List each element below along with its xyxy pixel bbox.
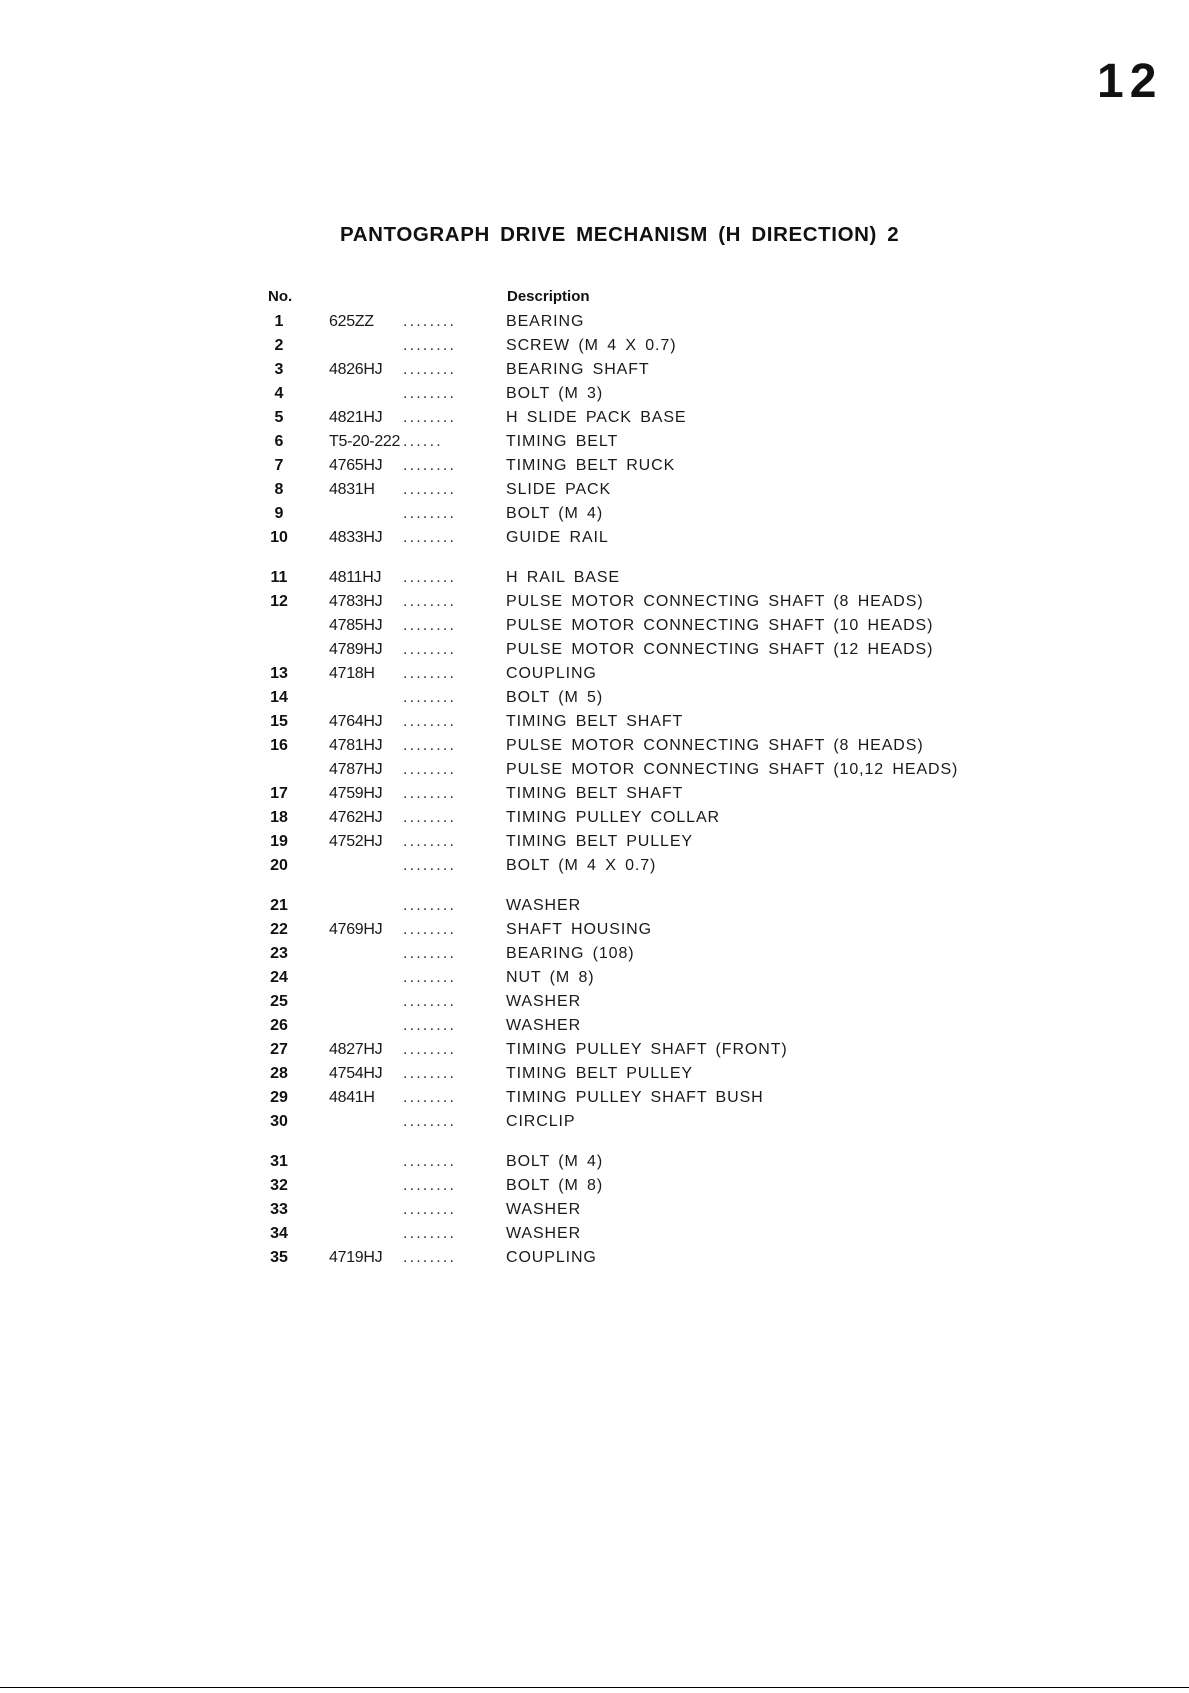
item-description: TIMING PULLEY COLLAR xyxy=(506,809,720,826)
part-number: 4765HJ xyxy=(329,457,383,474)
part-number: 4826HJ xyxy=(329,361,383,378)
leader-dots: ........ xyxy=(403,505,457,522)
leader-dots: ........ xyxy=(403,1041,457,1058)
item-number: 7 xyxy=(274,457,284,474)
part-number: 4781HJ xyxy=(329,737,383,754)
table-row xyxy=(0,895,1189,917)
item-description: WASHER xyxy=(506,1225,582,1242)
item-number: 14 xyxy=(270,689,288,706)
part-number: 4754HJ xyxy=(329,1065,383,1082)
item-description: BEARING SHAFT xyxy=(506,361,650,378)
table-row xyxy=(0,503,1189,525)
table-row xyxy=(0,1063,1189,1085)
part-number: 4762HJ xyxy=(329,809,383,826)
table-row xyxy=(0,807,1189,829)
leader-dots: ........ xyxy=(403,593,457,610)
leader-dots: ........ xyxy=(403,1153,457,1170)
part-number: 4789HJ xyxy=(329,641,383,658)
part-number: 4752HJ xyxy=(329,833,383,850)
item-description: BOLT (M 8) xyxy=(506,1177,604,1194)
item-description: BEARING (108) xyxy=(506,945,635,962)
leader-dots: ........ xyxy=(403,409,457,426)
part-number: 4759HJ xyxy=(329,785,383,802)
table-row xyxy=(0,1111,1189,1133)
item-description: TIMING BELT PULLEY xyxy=(506,1065,693,1082)
item-description: TIMING BELT RUCK xyxy=(506,457,676,474)
leader-dots: ........ xyxy=(403,337,457,354)
table-row xyxy=(0,943,1189,965)
leader-dots: ........ xyxy=(403,641,457,658)
item-number: 27 xyxy=(270,1041,288,1058)
table-row xyxy=(0,855,1189,877)
item-number: 18 xyxy=(270,809,288,826)
item-description: BOLT (M 5) xyxy=(506,689,604,706)
item-description: PULSE MOTOR CONNECTING SHAFT (8 HEADS) xyxy=(506,737,924,754)
item-description: TIMING BELT xyxy=(506,433,619,450)
table-row xyxy=(0,383,1189,405)
item-number: 24 xyxy=(270,969,288,986)
leader-dots: ........ xyxy=(403,1225,457,1242)
leader-dots: ........ xyxy=(403,1017,457,1034)
column-header-description: Description xyxy=(507,288,590,305)
item-number: 6 xyxy=(274,433,284,450)
part-number: 4841H xyxy=(329,1089,375,1106)
item-description: TIMING BELT SHAFT xyxy=(506,785,684,802)
leader-dots: ........ xyxy=(403,1089,457,1106)
item-number: 2 xyxy=(274,337,284,354)
table-row xyxy=(0,455,1189,477)
part-number: 4831H xyxy=(329,481,375,498)
item-number: 21 xyxy=(270,897,288,914)
table-row xyxy=(0,711,1189,733)
item-description: WASHER xyxy=(506,897,582,914)
table-row xyxy=(0,919,1189,941)
table-row xyxy=(0,615,1189,637)
column-header-no: No. xyxy=(268,288,293,305)
item-description: WASHER xyxy=(506,1017,582,1034)
item-description: BEARING xyxy=(506,313,585,330)
leader-dots: ........ xyxy=(403,969,457,986)
part-number: 4719HJ xyxy=(329,1249,383,1266)
part-number: 4833HJ xyxy=(329,529,383,546)
table-row xyxy=(0,1223,1189,1245)
item-description: TIMING BELT PULLEY xyxy=(506,833,693,850)
leader-dots: ........ xyxy=(403,921,457,938)
table-row xyxy=(0,527,1189,549)
item-number: 35 xyxy=(270,1249,288,1266)
item-number: 3 xyxy=(274,361,284,378)
item-number: 25 xyxy=(270,993,288,1010)
leader-dots: ........ xyxy=(403,713,457,730)
leader-dots: ........ xyxy=(403,617,457,634)
table-row xyxy=(0,431,1189,453)
table-row xyxy=(0,783,1189,805)
item-number: 20 xyxy=(270,857,288,874)
item-description: SHAFT HOUSING xyxy=(506,921,652,938)
item-description: BOLT (M 4 X 0.7) xyxy=(506,857,657,874)
part-number: T5-20-222 xyxy=(329,433,401,450)
item-description: COUPLING xyxy=(506,665,597,682)
part-number: 4827HJ xyxy=(329,1041,383,1058)
item-number: 34 xyxy=(270,1225,288,1242)
leader-dots: ........ xyxy=(403,569,457,586)
item-number: 12 xyxy=(270,593,288,610)
table-row xyxy=(0,1015,1189,1037)
item-number: 29 xyxy=(270,1089,288,1106)
item-description: H RAIL BASE xyxy=(506,569,621,586)
item-number: 15 xyxy=(270,713,288,730)
item-description: TIMING BELT SHAFT xyxy=(506,713,684,730)
item-number: 1 xyxy=(274,313,284,330)
leader-dots: ........ xyxy=(403,897,457,914)
table-row xyxy=(0,639,1189,661)
table-row xyxy=(0,1151,1189,1173)
item-description: WASHER xyxy=(506,993,582,1010)
item-number: 5 xyxy=(274,409,284,426)
table-row xyxy=(0,1199,1189,1221)
footer-rule xyxy=(0,1687,1189,1688)
leader-dots: ........ xyxy=(403,665,457,682)
item-number: 30 xyxy=(270,1113,288,1130)
item-description: TIMING PULLEY SHAFT BUSH xyxy=(506,1089,764,1106)
table-row xyxy=(0,967,1189,989)
table-row xyxy=(0,1087,1189,1109)
table-row xyxy=(0,1247,1189,1269)
leader-dots: ........ xyxy=(403,1249,457,1266)
item-description: SCREW (M 4 X 0.7) xyxy=(506,337,677,354)
leader-dots: ........ xyxy=(403,833,457,850)
leader-dots: ........ xyxy=(403,361,457,378)
table-row xyxy=(0,479,1189,501)
part-number: 4821HJ xyxy=(329,409,383,426)
item-description: WASHER xyxy=(506,1201,582,1218)
leader-dots: ........ xyxy=(403,1113,457,1130)
leader-dots: ...... xyxy=(403,433,443,450)
table-row xyxy=(0,591,1189,613)
table-row xyxy=(0,1039,1189,1061)
table-row xyxy=(0,831,1189,853)
table-row xyxy=(0,663,1189,685)
table-row xyxy=(0,407,1189,429)
table-row xyxy=(0,991,1189,1013)
item-number: 9 xyxy=(274,505,284,522)
table-row xyxy=(0,735,1189,757)
page-number: 12 xyxy=(1097,55,1163,108)
item-description: CIRCLIP xyxy=(506,1113,576,1130)
item-number: 19 xyxy=(270,833,288,850)
table-row xyxy=(0,311,1189,333)
item-number: 17 xyxy=(270,785,288,802)
item-number: 10 xyxy=(270,529,288,546)
item-description: TIMING PULLEY SHAFT (FRONT) xyxy=(506,1041,788,1058)
item-description: PULSE MOTOR CONNECTING SHAFT (10,12 HEADS) xyxy=(506,761,959,778)
leader-dots: ........ xyxy=(403,993,457,1010)
leader-dots: ........ xyxy=(403,689,457,706)
leader-dots: ........ xyxy=(403,737,457,754)
leader-dots: ........ xyxy=(403,1201,457,1218)
table-row xyxy=(0,335,1189,357)
leader-dots: ........ xyxy=(403,457,457,474)
table-row xyxy=(0,1175,1189,1197)
leader-dots: ........ xyxy=(403,385,457,402)
leader-dots: ........ xyxy=(403,1177,457,1194)
item-description: NUT (M 8) xyxy=(506,969,595,986)
table-row xyxy=(0,759,1189,781)
table-row xyxy=(0,687,1189,709)
item-description: BOLT (M 4) xyxy=(506,505,604,522)
item-description: GUIDE RAIL xyxy=(506,529,609,546)
part-number: 4769HJ xyxy=(329,921,383,938)
item-number: 16 xyxy=(270,737,288,754)
item-number: 28 xyxy=(270,1065,288,1082)
part-number: 625ZZ xyxy=(329,313,374,330)
item-number: 13 xyxy=(270,665,288,682)
page-title: PANTOGRAPH DRIVE MECHANISM (H DIRECTION) 2 xyxy=(340,223,900,246)
item-number: 33 xyxy=(270,1201,288,1218)
item-description: PULSE MOTOR CONNECTING SHAFT (12 HEADS) xyxy=(506,641,934,658)
item-number: 22 xyxy=(270,921,288,938)
part-number: 4764HJ xyxy=(329,713,383,730)
item-description: SLIDE PACK xyxy=(506,481,612,498)
item-number: 31 xyxy=(270,1153,288,1170)
leader-dots: ........ xyxy=(403,785,457,802)
item-number: 4 xyxy=(274,385,284,402)
item-description: BOLT (M 3) xyxy=(506,385,604,402)
leader-dots: ........ xyxy=(403,1065,457,1082)
item-number: 32 xyxy=(270,1177,288,1194)
leader-dots: ........ xyxy=(403,809,457,826)
leader-dots: ........ xyxy=(403,481,457,498)
table-row xyxy=(0,567,1189,589)
leader-dots: ........ xyxy=(403,857,457,874)
item-description: PULSE MOTOR CONNECTING SHAFT (10 HEADS) xyxy=(506,617,934,634)
table-row xyxy=(0,359,1189,381)
leader-dots: ........ xyxy=(403,761,457,778)
part-number: 4718H xyxy=(329,665,375,682)
item-description: BOLT (M 4) xyxy=(506,1153,604,1170)
item-number: 8 xyxy=(274,481,284,498)
leader-dots: ........ xyxy=(403,313,457,330)
item-number: 23 xyxy=(270,945,288,962)
part-number: 4787HJ xyxy=(329,761,383,778)
item-number: 11 xyxy=(270,569,288,586)
item-number: 26 xyxy=(270,1017,288,1034)
leader-dots: ........ xyxy=(403,529,457,546)
part-number: 4785HJ xyxy=(329,617,383,634)
leader-dots: ........ xyxy=(403,945,457,962)
item-description: H SLIDE PACK BASE xyxy=(506,409,687,426)
part-number: 4811HJ xyxy=(329,569,382,586)
item-description: PULSE MOTOR CONNECTING SHAFT (8 HEADS) xyxy=(506,593,924,610)
item-description: COUPLING xyxy=(506,1249,597,1266)
part-number: 4783HJ xyxy=(329,593,383,610)
